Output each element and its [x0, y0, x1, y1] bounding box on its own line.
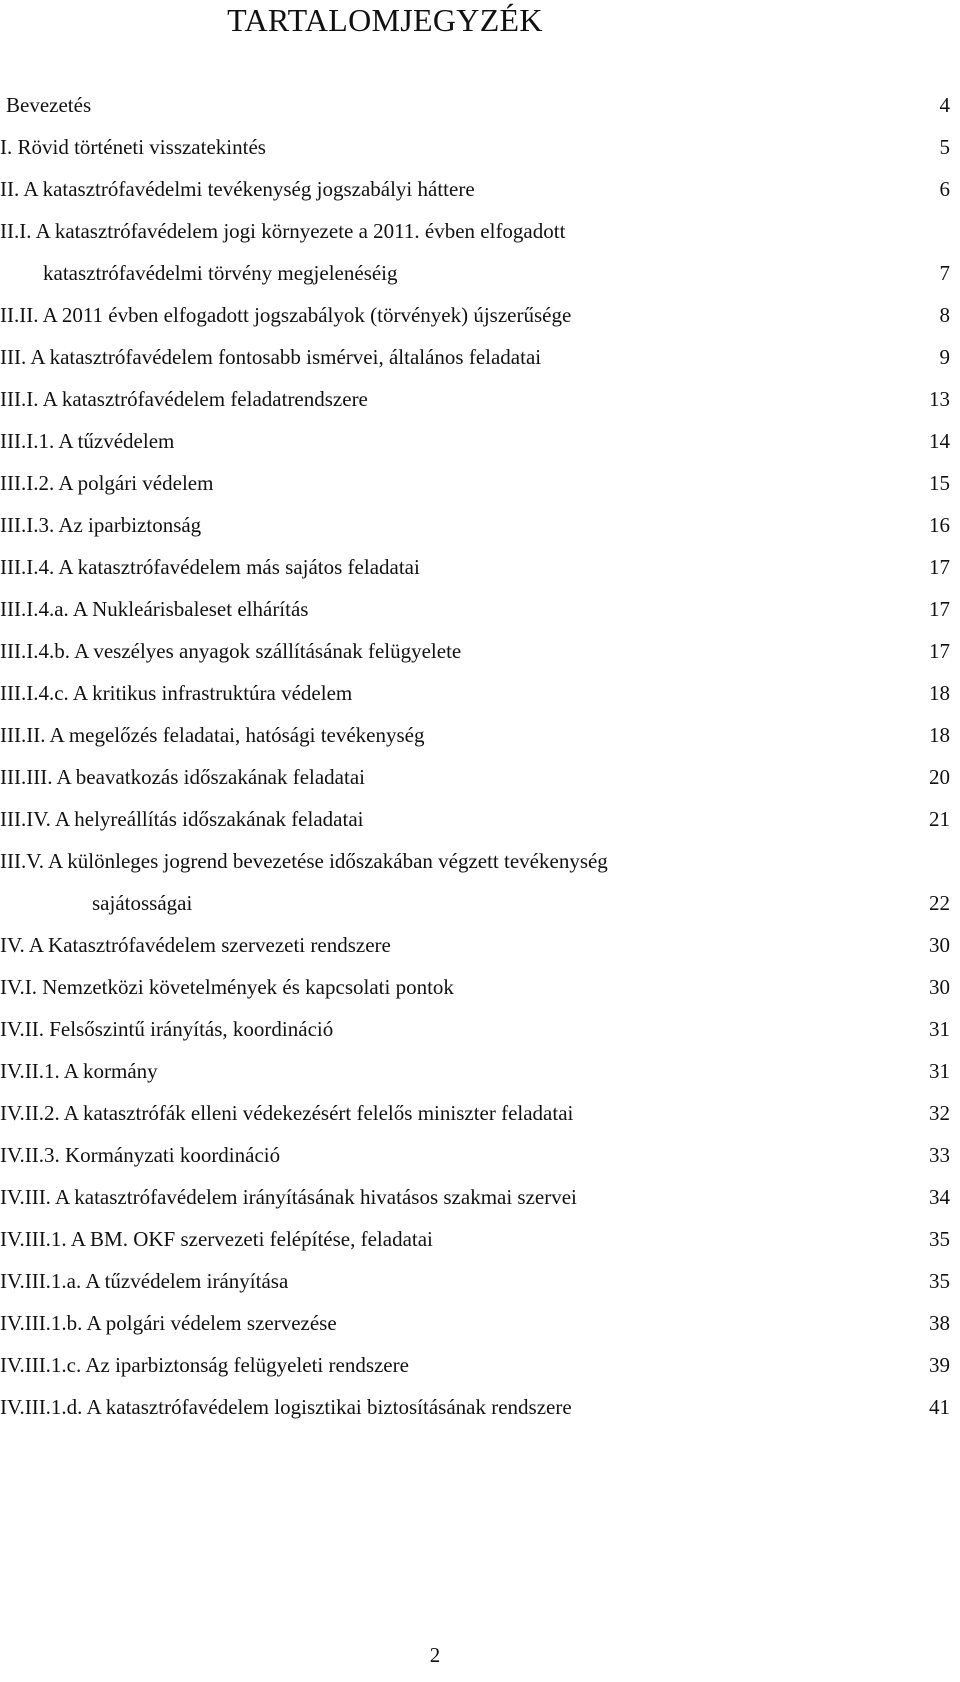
- toc-entry[interactable]: [0, 1008, 960, 1050]
- toc-entry-label: III.I.3. Az iparbiztonság: [0, 513, 202, 537]
- toc-entry-label: III.I.4.b. A veszélyes anyagok szállításának felügyelete: [0, 639, 462, 663]
- toc-entry[interactable]: [0, 1302, 960, 1344]
- toc-entry[interactable]: [0, 882, 960, 924]
- toc-entry-page: 41: [929, 1395, 950, 1419]
- toc-entry-page: 21: [929, 807, 950, 831]
- toc-entry-page: 31: [929, 1017, 950, 1041]
- toc-entry-page: 15: [929, 471, 950, 495]
- toc-entry-label: Bevezetés: [6, 93, 92, 117]
- toc-entry[interactable]: [0, 924, 960, 966]
- toc-entry[interactable]: [0, 630, 960, 672]
- toc-entry[interactable]: [0, 1050, 960, 1092]
- toc-entry[interactable]: [0, 1218, 960, 1260]
- toc-entry-page: 18: [929, 723, 950, 747]
- toc-entry-label: III.I.4.c. A kritikus infrastruktúra védelem: [0, 681, 353, 705]
- toc-entry[interactable]: [0, 588, 960, 630]
- toc-entry[interactable]: [0, 714, 960, 756]
- toc-entry-label: III.I.1. A tűzvédelem: [0, 429, 175, 453]
- toc-entry-label: IV.III. A katasztrófavédelem irányításának hivatásos szakmai szervei: [0, 1185, 577, 1209]
- toc-entry-label: II.I. A katasztrófavédelem jogi környezete a 2011. évben elfogadott: [0, 219, 566, 243]
- toc-entry-label: IV.III.1.a. A tűzvédelem irányítása: [0, 1269, 289, 1293]
- toc-entry-page: 13: [929, 387, 950, 411]
- toc-entry-label: III.I.2. A polgári védelem: [0, 471, 214, 495]
- toc-entry-label: IV.II.2. A katasztrófák elleni védekezésért felelős miniszter feladatai: [0, 1101, 574, 1125]
- toc-entry[interactable]: [0, 1260, 960, 1302]
- toc-entry[interactable]: [0, 84, 960, 126]
- toc-entry-page: 17: [929, 639, 950, 663]
- toc-entry[interactable]: [0, 504, 960, 546]
- toc-entry-label: IV.III.1.d. A katasztrófavédelem logisztikai biztosításának rendszere: [0, 1395, 572, 1419]
- toc-entry-page: 30: [929, 933, 950, 957]
- toc-entry[interactable]: [0, 966, 960, 1008]
- toc-entry-label: IV.I. Nemzetközi követelmények és kapcsolati pontok: [0, 975, 454, 999]
- toc-entry-page: 6: [939, 177, 950, 201]
- toc-entry-label: IV.II. Felsőszintű irányítás, koordináció: [0, 1017, 334, 1041]
- toc-entry-label: I. Rövid történeti visszatekintés: [0, 135, 266, 159]
- toc-entry-page: 39: [929, 1353, 950, 1377]
- toc-entry[interactable]: [0, 336, 960, 378]
- toc-entry[interactable]: [0, 252, 960, 294]
- toc-entry[interactable]: [0, 1386, 960, 1428]
- toc-entry-page: 14: [929, 429, 950, 453]
- toc-entry[interactable]: [0, 546, 960, 588]
- toc-entry-label: IV.II.1. A kormány: [0, 1059, 158, 1083]
- toc-entry-label: II. A katasztrófavédelmi tevékenység jogszabályi háttere: [0, 177, 475, 201]
- toc-entry-page: 17: [929, 555, 950, 579]
- page-number: 2: [429, 1643, 441, 1667]
- toc-entry-label: III.I. A katasztrófavédelem feladatrendszere: [0, 387, 368, 411]
- toc-entry-label: IV.III.1.c. Az iparbiztonság felügyeleti rendszere: [0, 1353, 409, 1377]
- toc-entry[interactable]: [0, 1092, 960, 1134]
- toc-entry[interactable]: [0, 420, 960, 462]
- toc-entry-label: IV.III.1. A BM. OKF szervezeti felépítése, feladatai: [0, 1227, 433, 1251]
- page-title: TARTALOMJEGYZÉK: [227, 2, 543, 38]
- toc-entry[interactable]: [0, 756, 960, 798]
- toc-entry[interactable]: [0, 294, 960, 336]
- toc-entry-page: 31: [929, 1059, 950, 1083]
- toc-entry-label: III.V. A különleges jogrend bevezetése időszakában végzett tevékenység: [0, 849, 608, 873]
- toc-entry[interactable]: [0, 462, 960, 504]
- toc-entry-page: 30: [929, 975, 950, 999]
- toc-entry-label: III. A katasztrófavédelem fontosabb ismérvei, általános feladatai: [0, 345, 542, 369]
- toc-entry-page: 22: [929, 891, 950, 915]
- toc-entry-page: 34: [929, 1185, 950, 1209]
- toc-entry-page: 20: [929, 765, 950, 789]
- toc-entry-label: katasztrófavédelmi törvény megjelenéséig: [43, 261, 398, 285]
- toc-entry[interactable]: [0, 1134, 960, 1176]
- toc-entry-page: 32: [929, 1101, 950, 1125]
- toc-entry[interactable]: [0, 168, 960, 210]
- toc-entry-page: 33: [929, 1143, 950, 1167]
- toc-entry-page: 7: [939, 261, 950, 285]
- toc-entry-page: 18: [929, 681, 950, 705]
- toc-entry-label: IV.II.3. Kormányzati koordináció: [0, 1143, 281, 1167]
- toc-entry[interactable]: [0, 210, 960, 252]
- toc-entry-page: 5: [939, 135, 950, 159]
- toc-entry-label: III.III. A beavatkozás időszakának feladatai: [0, 765, 365, 789]
- toc-entry-page: 17: [929, 597, 950, 621]
- toc-entry-page: 35: [929, 1269, 950, 1293]
- toc-entry[interactable]: [0, 1344, 960, 1386]
- toc-entry[interactable]: [0, 840, 960, 882]
- toc-entry-page: 16: [929, 513, 950, 537]
- toc-entry-label: IV. A Katasztrófavédelem szervezeti rendszere: [0, 933, 391, 957]
- toc-entry[interactable]: [0, 798, 960, 840]
- toc-entry-label: III.IV. A helyreállítás időszakának feladatai: [0, 807, 364, 831]
- toc-entry-page: 9: [939, 345, 950, 369]
- toc-entry[interactable]: [0, 672, 960, 714]
- toc-entry-label: III.I.4.a. A Nukleárisbaleset elhárítás: [0, 597, 309, 621]
- toc-entry-label: sajátosságai: [92, 891, 193, 915]
- toc-entry[interactable]: [0, 126, 960, 168]
- toc-entry-page: 4: [939, 93, 950, 117]
- toc-entry-label: II.II. A 2011 évben elfogadott jogszabályok (törvények) újszerűsége: [0, 303, 572, 327]
- toc-entry-label: III.I.4. A katasztrófavédelem más sajátos feladatai: [0, 555, 420, 579]
- table-of-contents: [0, 84, 960, 1428]
- toc-entry-page: 38: [929, 1311, 950, 1335]
- toc-entry-page: 8: [939, 303, 950, 327]
- toc-entry-label: III.II. A megelőzés feladatai, hatósági tevékenység: [0, 723, 425, 747]
- toc-entry[interactable]: [0, 378, 960, 420]
- toc-entry-label: IV.III.1.b. A polgári védelem szervezése: [0, 1311, 337, 1335]
- toc-entry-page: 35: [929, 1227, 950, 1251]
- toc-entry[interactable]: [0, 1176, 960, 1218]
